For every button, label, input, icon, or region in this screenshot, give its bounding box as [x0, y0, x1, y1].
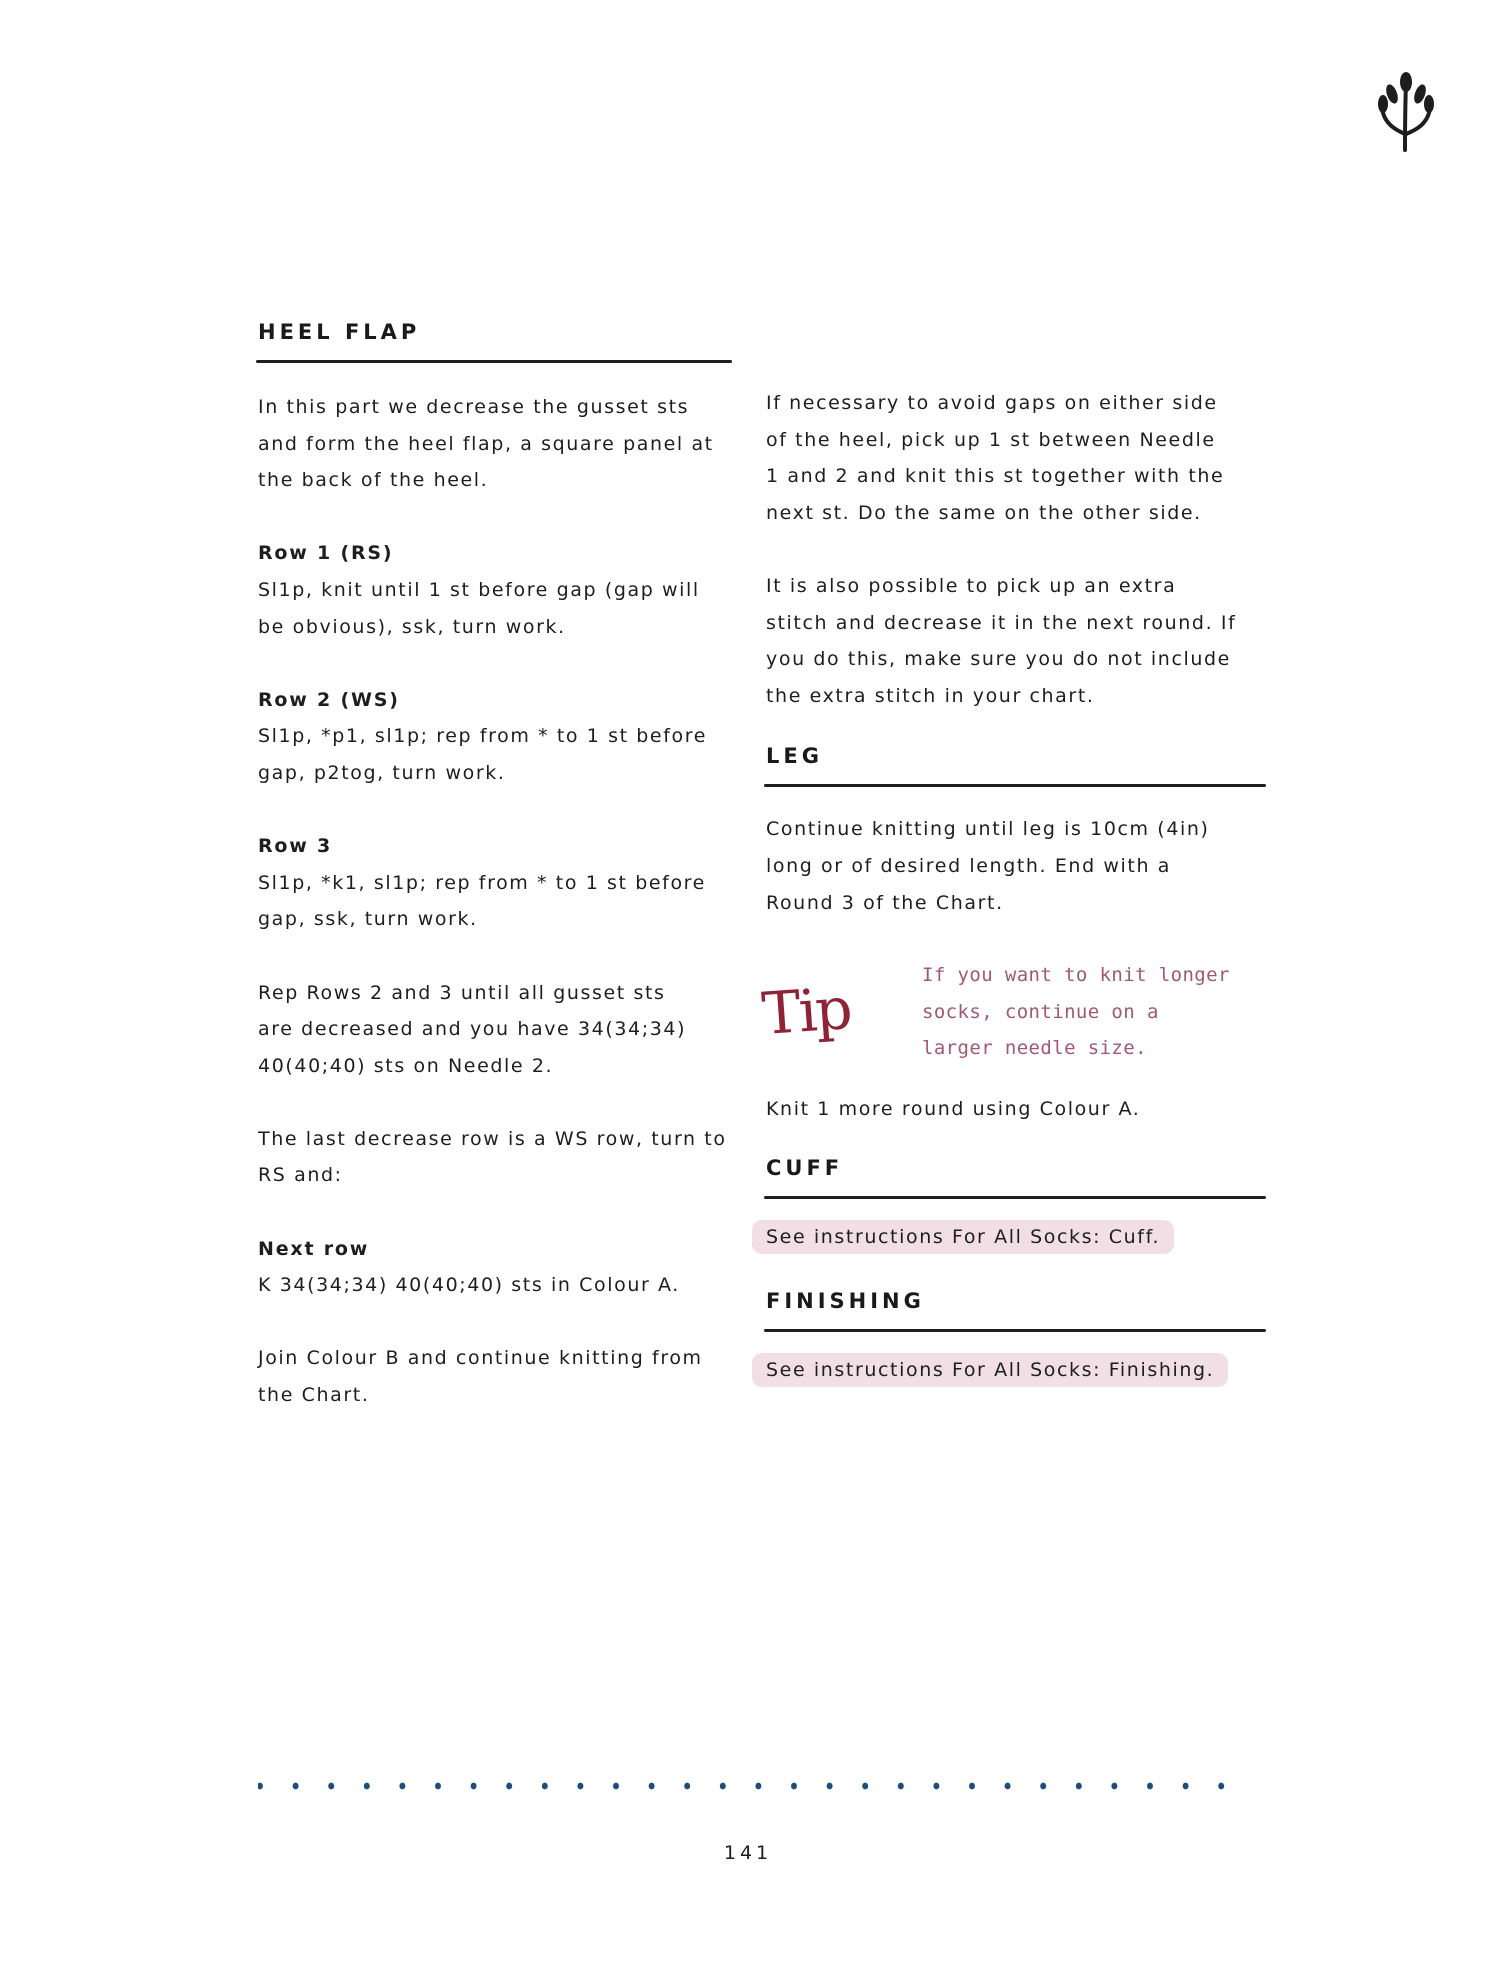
tip-text: If you want to knit longer socks, continue on a larger needle size.	[922, 964, 1230, 1060]
divider-dot	[1040, 1783, 1046, 1790]
row-3-title: Row 3	[258, 835, 333, 858]
divider-dot	[969, 1783, 975, 1790]
divider-dot	[293, 1783, 299, 1790]
cuff-heading: CUFF	[766, 1155, 844, 1180]
heel-flap-rule	[256, 360, 732, 363]
divider-dot	[649, 1783, 655, 1790]
divider-dot	[613, 1783, 619, 1790]
finishing-heading: FINISHING	[766, 1289, 925, 1314]
divider-dot	[1076, 1783, 1082, 1790]
right-column	[759, 385, 1266, 1389]
knit-more-instruction: Knit 1 more round using Colour A.	[766, 1098, 1141, 1121]
page-number: 141	[723, 1842, 773, 1864]
divider-dot	[577, 1783, 583, 1790]
leg-rule	[764, 784, 1266, 787]
divider-dot	[1005, 1783, 1011, 1790]
leg-heading: LEG	[766, 744, 823, 769]
row-1-instruction: Row 1 (RS) Sl1p, knit until 1 st before gap (gap will be obvious), ssk, turn work.	[258, 542, 700, 638]
leg-instruction: Continue knitting until leg is 10cm (4in) long or of desired length. End with a Round 3 of the Chart.	[766, 818, 1210, 914]
finishing-instruction	[766, 1352, 1266, 1389]
divider-dot	[755, 1783, 761, 1790]
divider-dot	[542, 1783, 548, 1790]
cuff-rule	[764, 1196, 1266, 1199]
cuff-instruction	[766, 1219, 1266, 1256]
divider-dot	[1183, 1783, 1189, 1790]
divider-dot	[720, 1783, 726, 1790]
tip-box	[759, 957, 1266, 1075]
row-1-title: Row 1 (RS)	[258, 542, 394, 565]
cuff-reference-link[interactable]: See instructions For All Socks: Cuff.	[752, 1220, 1174, 1254]
divider-dot	[862, 1783, 868, 1790]
row-2-instruction: Row 2 (WS) Sl1p, *p1, sl1p; rep from * to 1 st before gap, p2tog, turn work.	[258, 688, 708, 784]
next-row-instruction: Next row K 34(34;34) 40(40;40) sts in Colour A.	[258, 1237, 680, 1297]
divider-dot	[684, 1783, 690, 1790]
finishing-rule	[764, 1329, 1266, 1332]
heel-flap-heading: HEEL FLAP	[258, 320, 421, 344]
divider-dot	[1111, 1783, 1117, 1790]
divider-dot	[1218, 1783, 1224, 1790]
row-3-instruction: Row 3 Sl1p, *k1, sl1p; rep from * to 1 st before gap, ssk, turn work.	[258, 835, 706, 931]
sprig-icon	[1378, 72, 1434, 152]
divider-dot	[328, 1783, 334, 1790]
join-colour-instruction: Join Colour B and continue knitting from the Chart.	[258, 1347, 703, 1407]
divider-dot	[435, 1783, 441, 1790]
last-decrease-note: The last decrease row is a WS row, turn to RS and:	[258, 1127, 727, 1187]
repeat-instruction: Rep Rows 2 and 3 until all gusset sts are decreased and you have 34(34;34) 40(40;40) sts on Needle 2.	[258, 981, 687, 1077]
divider-dot	[471, 1783, 477, 1790]
next-row-title: Next row	[258, 1237, 370, 1260]
divider-dot	[827, 1783, 833, 1790]
tip-word: Tip	[759, 974, 853, 1049]
divider-dot	[791, 1783, 797, 1790]
extra-stitch-paragraph: It is also possible to pick up an extra stitch and decrease it in the next round. If you do this, make sure you do not include the extra stitch in your chart.	[766, 574, 1237, 707]
divider-dot	[933, 1783, 939, 1790]
dotted-divider	[258, 1780, 1238, 1792]
divider-dot	[898, 1783, 904, 1790]
finishing-reference-link[interactable]: See instructions For All Socks: Finishing.	[752, 1353, 1228, 1387]
divider-dot	[506, 1783, 512, 1790]
divider-dot	[1147, 1783, 1153, 1790]
heel-flap-intro: In this part we decrease the gusset sts and form the heel flap, a square panel at the back of the heel.	[258, 396, 714, 492]
row-2-title: Row 2 (WS)	[258, 688, 400, 711]
divider-dot	[258, 1783, 263, 1790]
divider-dot	[364, 1783, 370, 1790]
divider-dot	[399, 1783, 405, 1790]
gaps-paragraph: If necessary to avoid gaps on either side of the heel, pick up 1 st between Needle 1 and 2 and knit this st together with the next st. Do the same on the other side.	[766, 392, 1225, 524]
left-column	[258, 316, 732, 1414]
